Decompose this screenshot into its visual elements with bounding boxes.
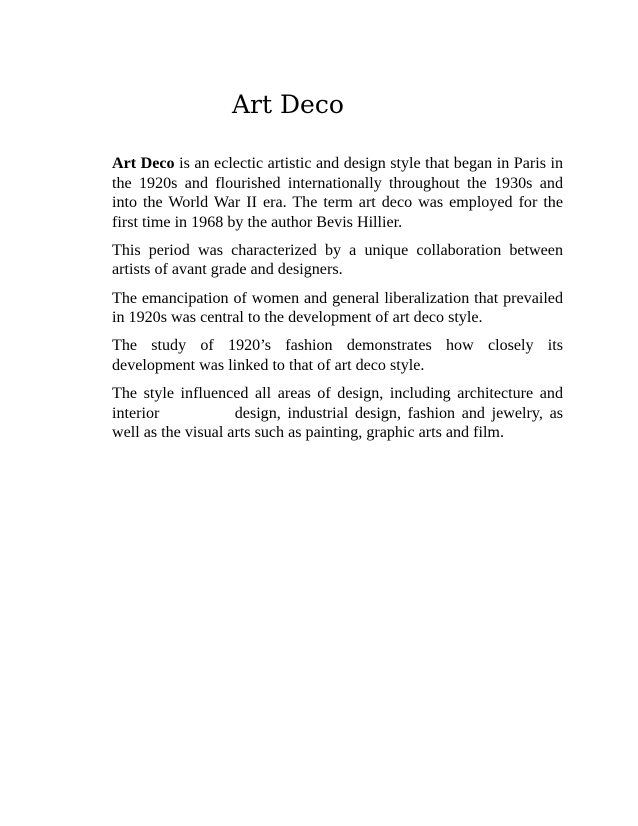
intro-text: is an eclectic artistic and design style that began in Paris in the 1920s and flourished internationally throughout the 1930s and into the World War II era. The term art deco was employed for the first time in 1968 by the author Bevis Hillier. <box>112 155 563 231</box>
document-body <box>112 154 563 451</box>
document-title: Art Deco <box>232 90 344 119</box>
paragraph-emancipation <box>112 289 563 328</box>
paragraph-intro <box>112 154 563 232</box>
paragraph-influence <box>112 384 563 443</box>
paragraph-fashion <box>112 336 563 375</box>
emancipation-text: The emancipation of women and general liberalization that prevailed in 1920s was central to the development of art deco style. <box>112 289 563 327</box>
intro-lead-term: Art Deco <box>112 155 175 172</box>
collaboration-text: This period was characterized by a unique collaboration between artists of avant grade and designers. <box>112 241 563 279</box>
influence-text-start: The style influenced all areas of design, including architecture and interior <box>112 384 563 422</box>
fashion-text: The study of 1920’s fashion demonstrates how closely its development was linked to that of art deco style. <box>112 337 563 374</box>
influence-text-end: design, industrial design, fashion and jewelry, as well as the visual arts such as painting, graphic arts and film. <box>112 404 563 442</box>
paragraph-collaboration <box>112 241 563 280</box>
